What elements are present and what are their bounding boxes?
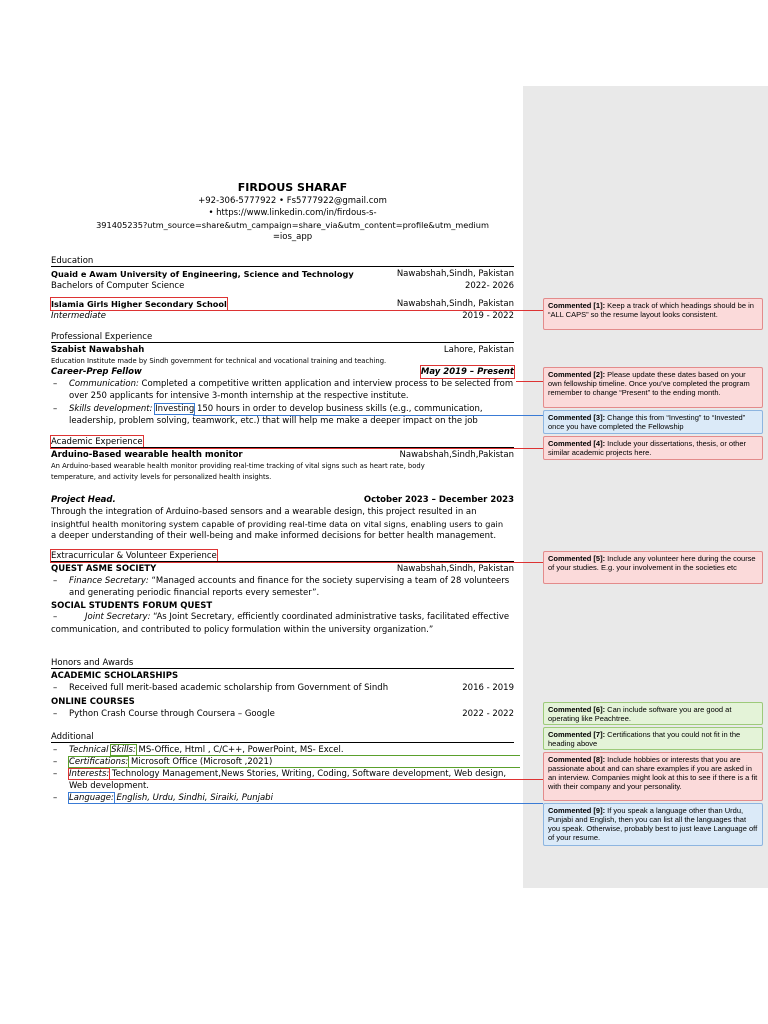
education-location: Nawabshah,Sindh, Pakistan [396, 299, 514, 309]
section-heading-extracurricular: Extracurricular & Volunteer Experience [51, 551, 217, 561]
resume-name: FIRDOUS SHARAF [237, 181, 348, 194]
honors-item-dates: 2016 - 2019 [462, 683, 514, 693]
professional-role: Career-Prep Fellow [51, 367, 142, 377]
bullet-text: MS-Office, Html , C/C++, PowerPoint, MS- Excel. [135, 745, 344, 755]
section-heading-additional: Additional [51, 732, 94, 742]
comment-balloon[interactable] [543, 410, 763, 434]
education-institution: Islamia Girls Higher Secondary School [51, 299, 227, 309]
bullet-dash: – [53, 769, 58, 779]
language-highlight: Language: [69, 793, 114, 803]
section-rule [51, 742, 514, 743]
comment-text: If you speak a language other than Urdu, Punjabi and English, then you can list all the languages that you speak. Otherwise, probably best to just leave Language off of your resume. [548, 806, 758, 842]
extracurricular-bullet-1 [69, 575, 509, 587]
academic-dates: October 2023 – December 2023 [363, 495, 514, 505]
comment-connector [135, 755, 520, 756]
bullet-text: 150 hours in order to develop business skills (e.g., communication, [196, 404, 483, 414]
comment-label: Commented [1]: [548, 301, 606, 310]
comment-text: Certifications that you could not fit in the heading above [548, 730, 741, 748]
bullet-dash: – [53, 757, 58, 767]
bullet-dash: – [53, 576, 58, 586]
comment-text: Include any volunteer here during the course of your studies. E.g. your involvement in the societies etc [548, 554, 756, 572]
bullet-text: Completed a competitive written application and interview process to be selected from [138, 379, 514, 389]
bullet-dash: – [53, 612, 58, 622]
bullet-label: Joint Secretary: [85, 612, 151, 622]
bullet-text: “As Joint Secretary, efficiently coordinated administrative tasks, facilitated effective [150, 612, 510, 622]
comment-balloon[interactable] [543, 702, 763, 725]
comment-label: Commented [5]: [548, 554, 606, 563]
professional-bullet-1-cont: over 250 applicants for intensive 3-month internship at the respective institute. [69, 391, 409, 401]
comment-label: Commented [7]: [548, 730, 606, 739]
education-degree: Bachelors of Computer Science [51, 281, 185, 291]
extracurricular-bullet-2 [85, 611, 509, 623]
bullet-label: Technical [69, 745, 112, 755]
section-rule [51, 668, 514, 669]
interests-highlight: Interests: [69, 769, 110, 779]
education-degree: Intermediate [51, 311, 106, 321]
extracurricular-org: QUEST ASME SOCIETY [51, 564, 157, 574]
extracurricular-bullet-2-cont: communication, and contributed to policy formulation within the university organization.” [51, 625, 434, 635]
professional-org: Szabist Nawabshah [51, 345, 145, 355]
comment-text: Change this from “Investing” to “Invested” once you have completed the Fellowship [548, 413, 746, 431]
comment-label: Commented [4]: [548, 439, 606, 448]
section-rule [51, 266, 514, 267]
honors-item: Python Crash Course through Coursera – Google [69, 709, 275, 719]
professional-bullet-1 [69, 378, 513, 390]
academic-para-1: Through the integration of Arduino-based sensors and a wearable design, this project resulted in an [51, 507, 477, 517]
academic-desc-2: temperature, and activity levels for personalized health insights. [51, 473, 272, 481]
comment-connector [218, 562, 543, 563]
comment-connector [193, 415, 543, 416]
comment-label: Commented [6]: [548, 705, 606, 714]
professional-location: Lahore, Pakistan [443, 345, 514, 355]
section-heading-education: Education [51, 256, 94, 266]
bullet-text: English, Urdu, Sindhi, Siraiki, Punjabi [113, 793, 273, 803]
section-heading-academic: Academic Experience [51, 437, 143, 447]
comment-balloon[interactable] [543, 436, 763, 460]
bullet-dash: – [53, 379, 58, 389]
comment-balloon[interactable] [543, 803, 763, 846]
professional-bullet-2 [69, 403, 483, 415]
bullet-label: Finance Secretary: [69, 576, 149, 586]
comment-label: Commented [8]: [548, 755, 606, 764]
certifications-highlight: Certifications: [69, 757, 129, 767]
contact-line-1: +92-306-5777922 • Fs5777922@gmail.com [198, 196, 387, 206]
comment-text: Can include software you are good at operating like Peachtree. [548, 705, 732, 723]
comment-balloon[interactable] [543, 727, 763, 750]
comment-connector [128, 767, 520, 768]
bullet-dash: – [53, 745, 58, 755]
honors-item-dates: 2022 - 2022 [462, 709, 514, 719]
bullet-text: Microsoft Office (Microsoft ,2021) [128, 757, 273, 767]
education-location: Nawabshah,Sindh, Pakistan [396, 269, 514, 279]
comment-text: Include hobbies or interests that you are passionate about and can share examples if you are asked in an interview. Companies might look at this to see if there is a fit with their company and your personality. [548, 755, 758, 791]
contact-line-2: • https://www.linkedin.com/in/firdous-s- [208, 208, 377, 218]
education-institution: Quaid e Awam University of Engineering, Science and Technology [51, 269, 354, 279]
comment-balloon[interactable] [543, 551, 763, 584]
professional-org-desc: Education Institute made by Sindh government for technical and vocational training and teaching. [51, 357, 387, 365]
academic-para-2: insightful health monitoring system capable of providing real-time data on vital signs, enabling users to gain [51, 519, 504, 529]
comment-text: Keep a track of which headings should be in “ALL CAPS” so the resume layout looks consistent. [548, 301, 754, 319]
comment-connector [143, 448, 543, 449]
comment-balloon[interactable] [543, 298, 763, 330]
extracurricular-org: SOCIAL STUDENTS FORUM QUEST [51, 601, 213, 611]
section-rule [51, 342, 514, 343]
bullet-text: Technology Management,News Stories, Writing, Coding, Software development, Web design, [109, 769, 507, 779]
academic-para-3: a deeper understanding of their well-being and make informed decisions for better health management. [51, 531, 497, 541]
extracurricular-location: Nawabshah,Sindh, Pakistan [396, 564, 514, 574]
comment-balloon[interactable] [543, 367, 763, 408]
comment-label: Commented [2]: [548, 370, 606, 379]
skills-highlight: Skills: [111, 745, 136, 755]
bullet-dash: – [53, 404, 58, 414]
contact-line-4: =ios_app [272, 232, 313, 242]
section-heading-honors: Honors and Awards [51, 658, 134, 668]
honors-category: ONLINE COURSES [51, 697, 135, 707]
bullet-label: Communication: [69, 379, 139, 389]
professional-bullet-2-cont: leadership, problem solving, teamwork, etc.) that will help me make a deeper impact on the job [69, 416, 478, 426]
education-dates: 2022- 2026 [464, 281, 514, 291]
academic-role: Project Head. [51, 495, 116, 505]
honors-category: ACADEMIC SCHOLARSHIPS [51, 671, 179, 681]
bullet-dash: – [53, 793, 58, 803]
comment-text: Include your dissertations, thesis, or other similar academic projects here. [548, 439, 746, 457]
academic-location: Nawabshah,Sindh,Pakistan [399, 450, 514, 460]
comment-connector [516, 381, 543, 382]
bullet-label: Skills development: [69, 404, 153, 414]
education-dates: 2019 - 2022 [462, 311, 514, 321]
comment-label: Commented [3]: [548, 413, 606, 422]
honors-item: Received full merit-based academic scholarship from Government of Sindh [69, 683, 389, 693]
comment-text: Please update these dates based on your own fellowship timeline. Once you’ve completed the program remember to change “Present” to the ending month. [548, 370, 750, 397]
comment-connector [218, 310, 543, 311]
comment-balloon[interactable] [543, 752, 763, 801]
bullet-text: “Managed accounts and finance for the society supervising a team of 28 volunteers [148, 576, 510, 586]
section-heading-professional: Professional Experience [51, 332, 153, 342]
professional-dates: May 2019 – Present [420, 367, 514, 377]
contact-line-3: 391405235?utm_source=share&utm_campaign=share_via&utm_content=profile&utm_medium [96, 220, 489, 230]
academic-desc-1: An Arduino-based wearable health monitor providing real-time tracking of vital signs such as heart rate, body [51, 462, 425, 470]
extracurricular-bullet-1-cont: and generating periodic financial reports every semester”. [69, 588, 320, 598]
additional-interests-cont: Web development. [69, 781, 150, 791]
bullet-dash: – [53, 709, 58, 719]
comment-label: Commented [9]: [548, 806, 606, 815]
bullet-dash: – [53, 683, 58, 693]
investing-highlight: Investing [155, 404, 195, 414]
comment-connector [115, 803, 543, 804]
academic-project: Arduino-Based wearable health monitor [51, 450, 243, 460]
comment-connector [110, 779, 543, 780]
